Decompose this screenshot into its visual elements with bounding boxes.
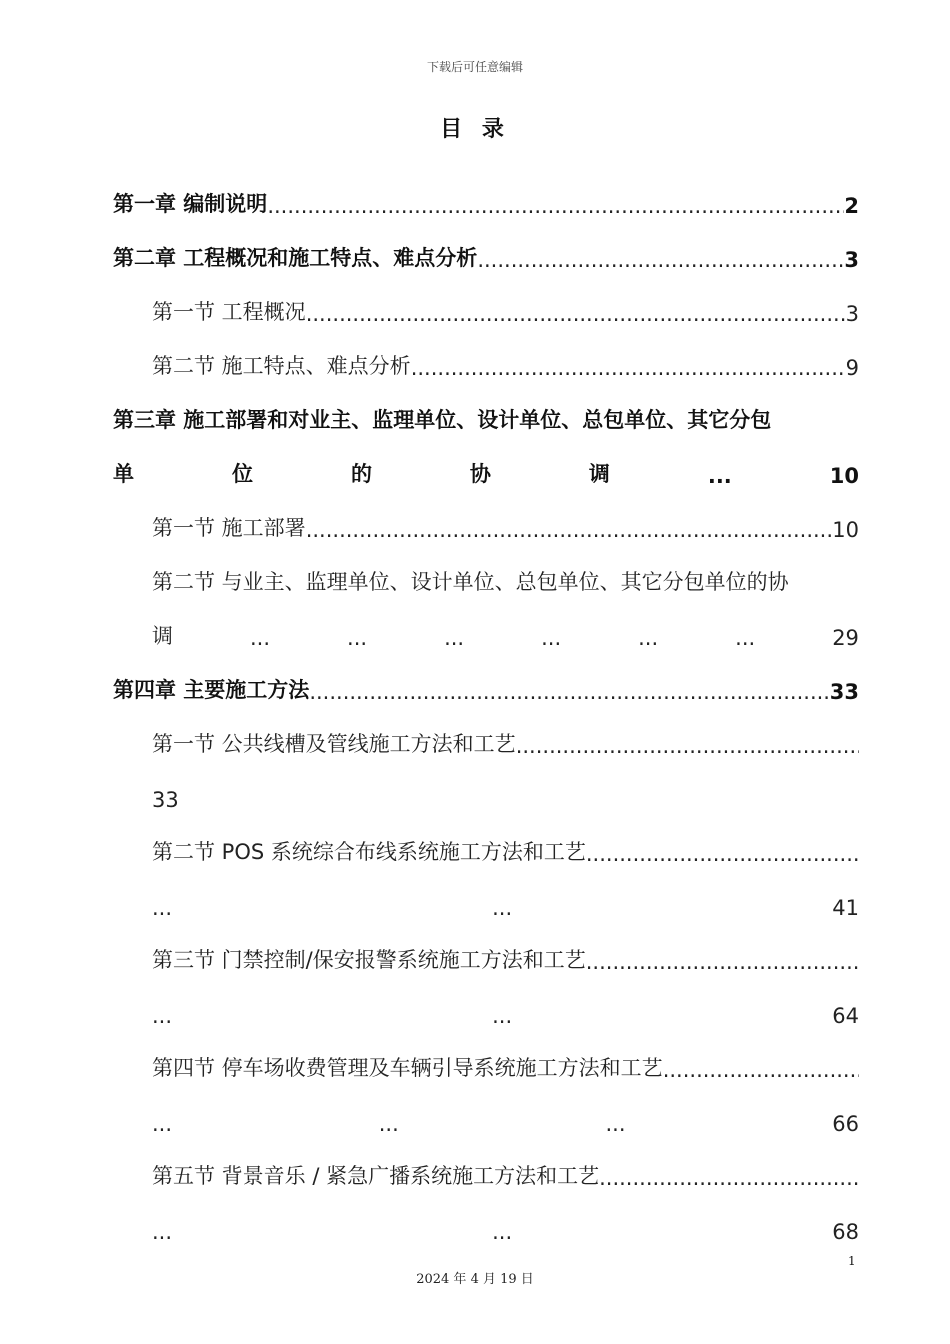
toc-entry-label: 第三章 施工部署和对业主、监理单位、设计单位、总包单位、其它分包 [113,408,772,432]
toc-dots: ... [378,1112,399,1136]
toc-entry-4-2[interactable] [152,826,859,866]
toc-entry-label: 第一节 工程概况 [152,300,306,324]
toc-leader-dots [306,518,833,542]
toc-entry-label: 第一节 公共线槽及管线施工方法和工艺 [152,732,516,756]
toc-dots: ... [152,896,173,920]
toc-leader-dots [586,842,859,866]
toc-leader-dots [599,1166,859,1190]
toc-entry-label: 第四章 主要施工方法 [113,678,310,702]
toc-page-number: 68 [832,1220,859,1244]
toc-entry-4-1[interactable] [152,718,859,758]
toc-dots: ... [492,896,513,920]
toc-leader-dots [516,734,859,758]
toc-dots: ... [735,626,756,650]
toc-leader-dots [477,248,844,272]
toc-leader-dots [267,194,844,218]
toc-leader-dots [586,950,859,974]
toc-dots: ... [250,626,271,650]
toc-entry-chapter-3-cont[interactable] [113,448,859,488]
toc-page-number: 2 [844,194,859,218]
toc-dots: ... [605,1112,626,1136]
toc-entry-4-3-cont[interactable] [152,988,859,1028]
toc-char: 调 [588,462,610,486]
toc-dots: ... [152,1220,173,1244]
toc-entry-label: 第一节 施工部署 [152,516,306,540]
toc-entry-label: 第二章 工程概况和施工特点、难点分析 [113,246,478,270]
toc-char: 的 [350,462,372,486]
toc-page-number: 33 [152,788,179,812]
toc-page-number: 33 [829,680,859,704]
toc-entry-label: 第一章 编制说明 [113,192,268,216]
toc-char: 单 [113,462,134,486]
toc-dots: ... [444,626,465,650]
toc-dots: ... [152,1004,173,1028]
toc-entry-4-5[interactable] [152,1150,859,1190]
toc-entry-chapter-3[interactable] [113,394,859,434]
page-footer-date: 2024 年 4 月 19 日 [416,1272,534,1287]
toc-dots: ... [492,1004,513,1028]
toc-entry-label: 第四节 停车场收费管理及车辆引导系统施工方法和工艺 [152,1056,663,1080]
toc-entry-4-4-cont[interactable] [152,1096,859,1136]
toc-page-number: 3 [845,302,859,326]
toc-char: 位 [231,462,253,486]
toc-title: 目 录 [440,117,510,142]
toc-dots: ... [152,1112,173,1136]
toc-page-number: 64 [832,1004,859,1028]
toc-entry-3-1[interactable] [152,502,859,542]
toc-entry-2-2[interactable] [152,340,859,380]
toc-entry-4-3[interactable] [152,934,859,974]
toc-leader-dots [309,680,829,704]
page-header: 下载后可任意编辑 [426,60,523,74]
toc-page-number: 41 [832,896,859,920]
toc-page-number: 9 [845,356,859,380]
toc-entry-label: 第五节 背景音乐 / 紧急广播系统施工方法和工艺 [152,1164,600,1188]
toc-entry-4-1-cont[interactable] [152,772,859,812]
toc-entry-4-2-cont[interactable] [152,880,859,920]
toc-entry-label: 第三节 门禁控制/保安报警系统施工方法和工艺 [152,948,586,972]
toc-entry-chapter-4[interactable] [113,664,859,704]
toc-entry-label: 第二节 施工特点、难点分析 [152,354,411,378]
toc-char: 协 [469,462,491,486]
toc-entry-2-1[interactable] [152,286,859,326]
toc-dots: ... [541,626,562,650]
toc-char: ... [707,464,732,488]
toc-page-number: 29 [832,626,859,650]
toc-dots: ... [347,626,368,650]
toc-leader-dots [411,356,846,380]
toc-entry-3-2-cont[interactable] [152,610,859,650]
toc-char: 调 [152,624,173,648]
toc-page-number: 3 [844,248,859,272]
toc-entry-label: 第二节 与业主、监理单位、设计单位、总包单位、其它分包单位的协 [152,570,789,594]
toc-page-number: 66 [832,1112,859,1136]
toc-entry-4-4[interactable] [152,1042,859,1082]
toc-dots: ... [638,626,659,650]
toc-leader-dots [663,1058,859,1082]
toc-entry-label: 第二节 POS 系统综合布线系统施工方法和工艺 [152,840,586,864]
toc-entry-chapter-2[interactable] [113,232,859,272]
page-number: 1 [848,1254,856,1268]
toc-leader-dots [306,302,846,326]
toc-dots: ... [492,1220,513,1244]
toc-entry-3-2[interactable] [152,556,859,596]
toc-entry-chapter-1[interactable] [113,178,859,218]
toc-page-number: 10 [829,464,859,488]
toc-page-number: 10 [832,518,859,542]
toc-entry-4-5-cont[interactable] [152,1204,859,1244]
